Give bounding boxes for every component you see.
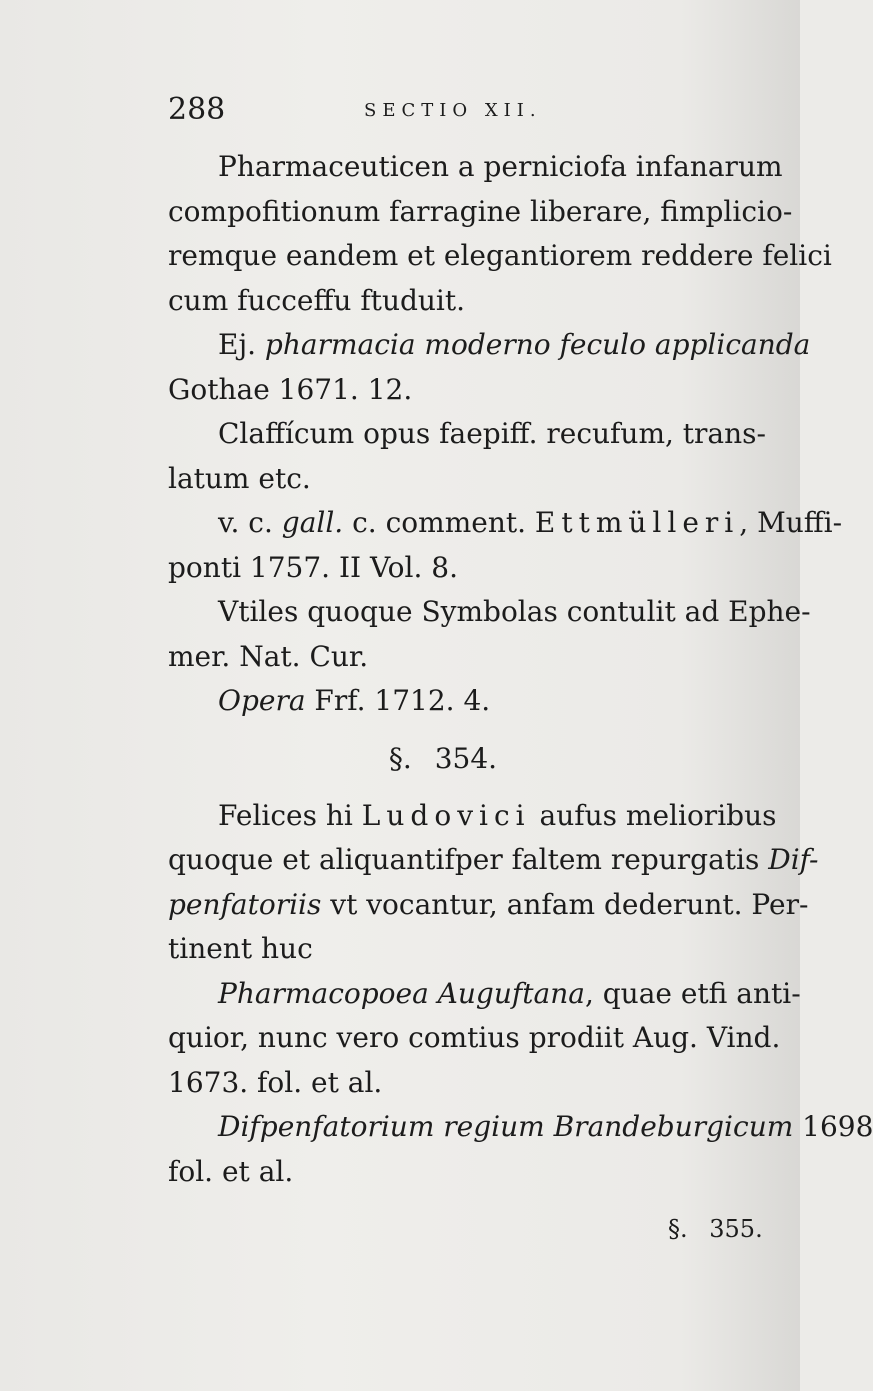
text-line — [168, 679, 758, 724]
text-run: quoque et aliquantifper faltem repurgatis — [168, 843, 769, 876]
section-number: §. 354. — [388, 741, 498, 775]
text-run: , Muffi- — [739, 506, 843, 539]
text-line: quior, nunc vero comtius prodiit Aug. Vind. — [168, 1021, 781, 1054]
italic-title: pharmacia moderno feculo applicanda — [264, 328, 811, 361]
text-run: c. comment. — [343, 506, 535, 539]
catchword: §. 355. — [668, 1215, 763, 1243]
text-run: Frf. 1712. 4. — [305, 684, 491, 717]
italic-word: gall. — [281, 506, 344, 539]
text-line: ponti 1757. II Vol. 8. — [168, 550, 458, 584]
text-line: compofitionum farragine liberare, fimplicio- — [168, 194, 793, 228]
text-line — [168, 1105, 873, 1150]
text-line: 1673. fol. et al. — [168, 1065, 383, 1099]
text-line: Vtiles quoque Symbolas contulit ad Ephe- — [218, 595, 811, 628]
text-line: Gothae 1671. 12. — [168, 372, 413, 406]
text-run: vt vocantur, anfam dederunt. Per- — [321, 887, 809, 921]
text-run: aufus melioribus — [530, 798, 777, 832]
text-run: v. c. — [218, 506, 282, 539]
text-run: 1698 — [793, 1110, 873, 1143]
text-line: cum fucceffu ftuduit. — [168, 283, 466, 317]
text-line: tinent huc — [168, 932, 313, 965]
italic-word: penfatoriis — [168, 887, 322, 921]
text-line: Claffícum opus faepiff. recufum, trans- — [218, 417, 766, 450]
text-line: remque eandem et elegantiorem reddere felici — [168, 239, 832, 272]
text-line — [168, 794, 777, 839]
spaced-name: Ettmülleri — [534, 506, 740, 539]
italic-title: Difpenfatorium regium Brandeburgicum — [218, 1110, 794, 1143]
text-line — [168, 323, 811, 368]
text-line — [168, 972, 801, 1017]
text-line: Pharmaceuticen a perniciofa infanarum — [218, 150, 783, 183]
text-line — [168, 501, 843, 546]
running-head: SECTIO XII. — [364, 100, 542, 121]
text-run: , quae etfi anti- — [584, 976, 801, 1010]
text-line: latum etc. — [168, 461, 311, 495]
italic-word: Dif- — [768, 843, 819, 876]
text-run: Ej. — [218, 328, 265, 361]
text-run: Felices hi — [218, 798, 362, 832]
text-line: fol. et al. — [168, 1154, 294, 1188]
page-header — [168, 92, 758, 132]
page-number: 288 — [168, 92, 226, 127]
page-body — [168, 145, 873, 1194]
section-heading — [168, 724, 758, 794]
text-line — [168, 883, 809, 928]
text-line: mer. Nat. Cur. — [168, 639, 369, 673]
text-line — [168, 838, 819, 883]
italic-title: Pharmacopoea Auguftana — [218, 976, 585, 1010]
spaced-name: Ludovici — [361, 798, 531, 832]
italic-title: Opera — [218, 684, 306, 717]
